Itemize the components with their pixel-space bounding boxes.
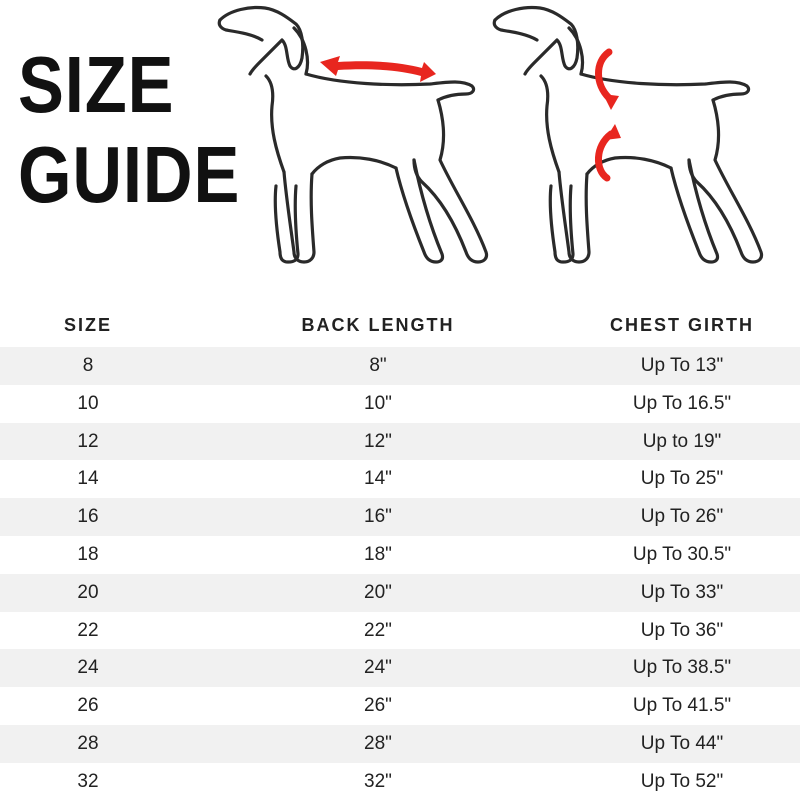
size-cell: 32	[77, 770, 99, 792]
header-size: SIZE	[63, 315, 112, 335]
back-length-cell: 20"	[364, 581, 392, 603]
chest-girth-cell: Up To 25"	[640, 468, 724, 490]
table-row	[0, 347, 800, 385]
size-cell: 20	[77, 581, 99, 603]
dog-chest-girth-icon	[485, 0, 785, 275]
table-row	[0, 763, 800, 801]
back-length-cell: 14"	[364, 468, 392, 490]
chest-girth-cell: Up To 36"	[640, 619, 724, 641]
chest-girth-cell: Up To 26"	[640, 506, 724, 528]
table-row	[0, 687, 800, 725]
size-cell: 26	[77, 695, 99, 717]
size-cell: 12	[77, 430, 99, 452]
table-row	[0, 649, 800, 687]
back-length-cell: 24"	[364, 657, 392, 679]
back-length-cell: 12"	[364, 430, 392, 452]
back-length-cell: 18"	[364, 543, 392, 565]
table-row	[0, 612, 800, 650]
back-length-cell: 28"	[364, 732, 392, 754]
chest-girth-cell: Up To 30.5"	[632, 543, 732, 565]
back-length-cell: 32"	[364, 770, 392, 792]
title-line-1: SIZE	[18, 40, 175, 129]
table-row	[0, 460, 800, 498]
table-header	[0, 310, 800, 340]
size-cell: 22	[77, 619, 99, 641]
dog-back-length-icon	[210, 0, 490, 275]
chest-girth-cell: Up To 44"	[640, 732, 724, 754]
title-line-2: GUIDE	[18, 130, 241, 219]
size-cell: 8	[82, 355, 94, 376]
chest-girth-cell: Up To 13"	[640, 355, 724, 376]
size-cell: 18	[77, 543, 99, 565]
chest-girth-cell: Up To 41.5"	[632, 695, 732, 717]
table-row	[0, 498, 800, 536]
table-row	[0, 725, 800, 763]
header-back-length: BACK LENGTH	[301, 315, 455, 335]
table-row	[0, 385, 800, 423]
page-title	[18, 40, 241, 220]
size-cell: 24	[77, 657, 99, 679]
back-length-cell: 26"	[364, 695, 392, 717]
size-cell: 14	[77, 468, 99, 490]
chest-girth-cell: Up To 52"	[640, 770, 724, 792]
back-length-cell: 16"	[364, 506, 392, 528]
chest-girth-cell: Up To 16.5"	[632, 392, 732, 414]
size-cell: 10	[77, 392, 99, 414]
header-chest-girth: CHEST GIRTH	[609, 315, 754, 335]
chest-girth-cell: Up To 38.5"	[632, 657, 732, 679]
table-row	[0, 423, 800, 461]
table-row	[0, 536, 800, 574]
back-length-cell: 10"	[364, 392, 392, 414]
chest-girth-cell: Up to 19"	[642, 430, 722, 452]
chest-girth-cell: Up To 33"	[640, 581, 724, 603]
size-cell: 16	[77, 506, 99, 528]
table-row	[0, 574, 800, 612]
back-length-cell: 8"	[369, 355, 387, 376]
size-table	[0, 347, 800, 801]
size-cell: 28	[77, 732, 99, 754]
back-length-cell: 22"	[364, 619, 392, 641]
